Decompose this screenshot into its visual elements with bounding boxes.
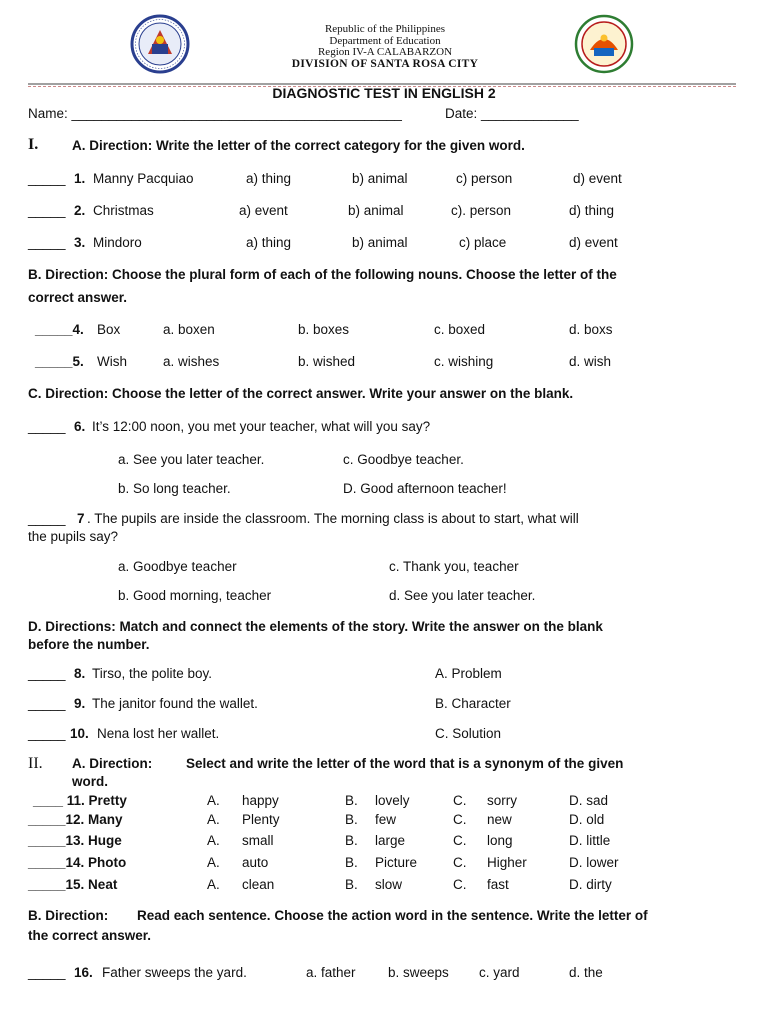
question-1-option-d: d) event xyxy=(573,171,622,186)
synonym-option-d: D. dirty xyxy=(569,877,612,892)
synonym-option-b: lovely xyxy=(375,793,410,808)
question-16-blank[interactable]: _____ xyxy=(28,965,66,980)
name-field[interactable]: Name: ____________________________________________ xyxy=(28,106,402,121)
synonym-option-b: Picture xyxy=(375,855,418,870)
question-8-blank[interactable]: _____ xyxy=(28,666,66,681)
question-5-number[interactable]: _____5. xyxy=(35,354,84,369)
synonym-letter-b: B. xyxy=(345,855,358,870)
question-4-option-a: a. boxen xyxy=(163,322,215,337)
question-7-number: 7 xyxy=(77,511,85,526)
synonym-letter-a: A. xyxy=(207,833,220,848)
question-2-number: 2. xyxy=(74,203,86,218)
synonym-question[interactable]: _____13. Huge xyxy=(28,833,122,848)
question-7-option-a: a. Goodbye teacher xyxy=(118,559,237,574)
synonym-letter-b: B. xyxy=(345,833,358,848)
question-1-option-b: b) animal xyxy=(352,171,408,186)
header-line-3: Region IV-A CALABARZON xyxy=(317,46,453,58)
part-two-b-direction-cont: the correct answer. xyxy=(28,928,152,943)
part-one-a-direction: A. Direction: Write the letter of the correct category for the given word. xyxy=(72,138,525,153)
synonym-letter-c: C. xyxy=(453,833,467,848)
question-4-option-d: d. boxs xyxy=(569,322,613,337)
synonym-option-c: new xyxy=(487,812,512,827)
question-1-number: 1. xyxy=(74,171,86,186)
synonym-option-d: D. sad xyxy=(569,793,609,808)
part-one-d-direction-cont: before the number. xyxy=(28,637,150,652)
question-10-blank[interactable]: _____ xyxy=(28,726,66,741)
question-1-word: Manny Pacquiao xyxy=(93,171,194,186)
match-option-c: C. Solution xyxy=(435,726,502,741)
synonym-option-c: sorry xyxy=(487,793,517,808)
question-7-text-cont: the pupils say? xyxy=(28,529,119,544)
match-option-b: B. Character xyxy=(435,696,511,711)
synonym-option-a: happy xyxy=(242,793,279,808)
part-one-d-direction: D. Directions: Match and connect the elements of the story. Write the answer on the blank xyxy=(28,619,603,634)
question-9-blank[interactable]: _____ xyxy=(28,696,66,711)
part-two-numeral: II. xyxy=(28,755,43,772)
part-one-c-direction: C. Direction: Choose the letter of the correct answer. Write your answer on the blank. xyxy=(28,386,574,401)
synonym-letter-b: B. xyxy=(345,812,358,827)
question-10-number: 10. xyxy=(70,726,89,741)
question-5-word: Wish xyxy=(97,354,127,369)
letterhead xyxy=(0,14,768,76)
question-7-text: . The pupils are inside the classroom. The morning class is about to start, what will xyxy=(87,511,579,526)
header-line-4: DIVISION OF SANTA ROSA CITY xyxy=(291,57,479,70)
question-2-option-c: c). person xyxy=(451,203,512,218)
question-4-number[interactable]: _____4. xyxy=(35,322,84,337)
question-2-blank[interactable]: _____ xyxy=(28,203,66,218)
question-4-option-c: c. boxed xyxy=(434,322,486,337)
question-2-word: Christmas xyxy=(93,203,154,218)
synonym-option-d: D. lower xyxy=(569,855,619,870)
question-8-text: Tirso, the polite boy. xyxy=(92,666,213,681)
synonym-option-b: few xyxy=(375,812,397,827)
part-one-numeral: I. xyxy=(28,136,39,153)
synonym-option-b: slow xyxy=(375,877,403,892)
question-3-word: Mindoro xyxy=(93,235,142,250)
match-option-a: A. Problem xyxy=(435,666,502,681)
question-6-option-c: c. Goodbye teacher. xyxy=(343,452,464,467)
synonym-letter-a: A. xyxy=(207,812,220,827)
synonym-letter-c: C. xyxy=(453,793,467,808)
question-16-option-b: b. sweeps xyxy=(388,965,449,980)
synonym-question[interactable]: ____ 11. Pretty xyxy=(33,793,127,808)
question-2-option-a: a) event xyxy=(239,203,288,218)
question-1-blank[interactable]: _____ xyxy=(28,171,66,186)
question-6-option-d: D. Good afternoon teacher! xyxy=(343,481,507,496)
synonym-question[interactable]: _____14. Photo xyxy=(28,855,127,870)
synonym-letter-a: A. xyxy=(207,793,220,808)
deped-seal-icon xyxy=(130,14,190,74)
part-two-a-direction-cont: word. xyxy=(72,774,108,789)
part-one-b-direction: B. Direction: Choose the plural form of each of the following nouns. Choose the letter of the xyxy=(28,267,617,282)
question-7-option-c: c. Thank you, teacher xyxy=(389,559,519,574)
question-16-option-d: d. the xyxy=(569,965,603,980)
question-7-option-d: d. See you later teacher. xyxy=(389,588,536,603)
synonym-option-d: D. little xyxy=(569,833,611,848)
question-6-blank[interactable]: _____ xyxy=(28,419,66,434)
question-16-option-c: c. yard xyxy=(479,965,520,980)
synonym-letter-c: C. xyxy=(453,812,467,827)
synonym-option-b: large xyxy=(375,833,406,848)
question-3-option-d: d) event xyxy=(569,235,618,250)
letterhead-text xyxy=(240,24,530,70)
question-16-option-a: a. father xyxy=(306,965,356,980)
question-1-option-c: c) person xyxy=(456,171,513,186)
question-4-word: Box xyxy=(97,322,121,337)
question-10-text: Nena lost her wallet. xyxy=(97,726,220,741)
question-3-blank[interactable]: _____ xyxy=(28,235,66,250)
question-2-option-d: d) thing xyxy=(569,203,615,218)
part-two-b-direction: Read each sentence. Choose the action word in the sentence. Write the letter of xyxy=(137,908,648,923)
question-16-number: 16. xyxy=(74,965,93,980)
header-line-2: Department of Education xyxy=(329,34,441,47)
division-seal-icon xyxy=(574,14,634,74)
question-5-option-c: c. wishing xyxy=(434,354,494,369)
synonym-option-d: D. old xyxy=(569,812,605,827)
part-two-a-direction: Select and write the letter of the word that is a synonym of the given xyxy=(186,756,624,771)
synonym-letter-b: B. xyxy=(345,793,358,808)
question-7-blank[interactable]: _____ xyxy=(28,511,66,526)
question-6-option-b: b. So long teacher. xyxy=(118,481,231,496)
synonym-letter-a: A. xyxy=(207,877,220,892)
question-1-option-a: a) thing xyxy=(246,171,292,186)
synonym-letter-a: A. xyxy=(207,855,220,870)
question-8-number: 8. xyxy=(74,666,86,681)
question-3-option-b: b) animal xyxy=(352,235,408,250)
synonym-option-a: clean xyxy=(242,877,275,892)
question-7-option-b: b. Good morning, teacher xyxy=(118,588,272,603)
synonym-option-a: auto xyxy=(242,855,269,870)
question-6-text: It’s 12:00 noon, you met your teacher, what will you say? xyxy=(92,419,431,434)
synonym-letter-c: C. xyxy=(453,877,467,892)
header-line-1: Republic of the Philippines xyxy=(324,23,446,35)
synonym-letter-c: C. xyxy=(453,855,467,870)
question-6-option-a: a. See you later teacher. xyxy=(118,452,265,467)
part-two-b-direction-lead: B. Direction: xyxy=(28,908,109,923)
synonym-option-a: small xyxy=(242,833,274,848)
synonym-option-c: long xyxy=(487,833,513,848)
question-3-number: 3. xyxy=(74,235,86,250)
synonym-question[interactable]: _____12. Many xyxy=(28,812,123,827)
synonym-option-c: fast xyxy=(487,877,509,892)
question-5-option-a: a. wishes xyxy=(163,354,220,369)
question-16-text: Father sweeps the yard. xyxy=(102,965,247,980)
question-5-option-b: b. wished xyxy=(298,354,356,369)
question-9-number: 9. xyxy=(74,696,86,711)
question-9-text: The janitor found the wallet. xyxy=(92,696,258,711)
question-6-number: 6. xyxy=(74,419,86,434)
synonym-question[interactable]: _____15. Neat xyxy=(28,877,118,892)
synonym-letter-b: B. xyxy=(345,877,358,892)
test-title: DIAGNOSTIC TEST IN ENGLISH 2 xyxy=(272,85,496,101)
part-one-b-direction-cont: correct answer. xyxy=(28,290,128,305)
question-4-option-b: b. boxes xyxy=(298,322,350,337)
synonym-option-a: Plenty xyxy=(242,812,280,827)
part-two-a-direction-lead: A. Direction: xyxy=(72,756,153,771)
question-2-option-b: b) animal xyxy=(348,203,404,218)
date-field[interactable]: Date: _____________ xyxy=(445,106,579,121)
synonym-option-c: Higher xyxy=(487,855,527,870)
question-5-option-d: d. wish xyxy=(569,354,612,369)
question-3-option-c: c) place xyxy=(459,235,507,250)
question-3-option-a: a) thing xyxy=(246,235,292,250)
